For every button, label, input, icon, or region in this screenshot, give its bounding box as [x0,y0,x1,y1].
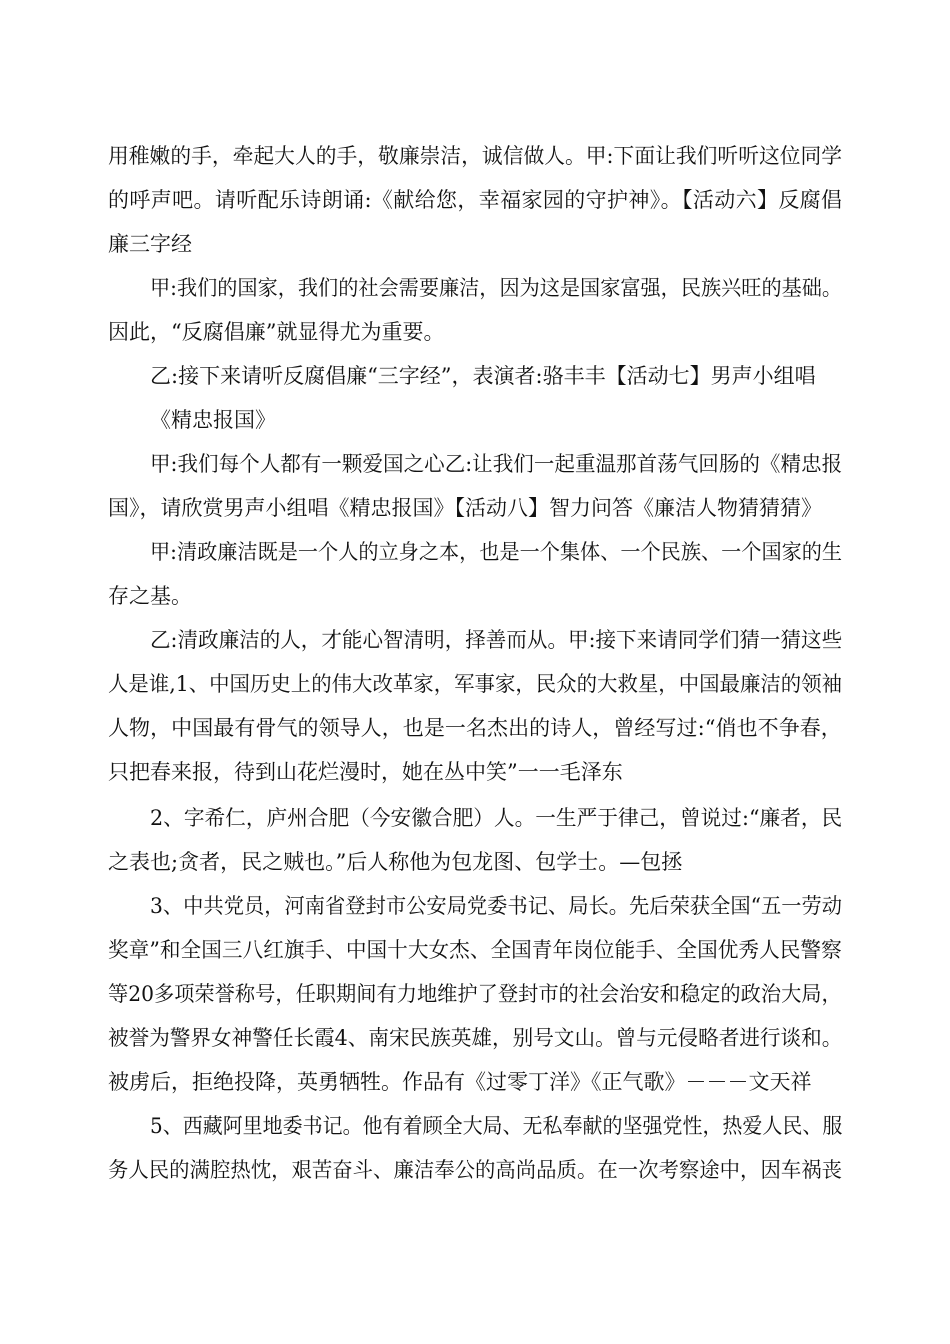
text-line: 被誉为警界女神警任长霞4、南宋民族英雄，别号文山。曾与元侵略者进行谈和。 [108,1026,843,1050]
text-line: 2、字希仁，庐州合肥（今安徽合肥）人。一生严于律己，曾说过:“廉者，民 [150,806,843,830]
text-line: 乙:清政廉洁的人，才能心智清明，择善而从。甲:接下来请同学们猜一猜这些 [150,628,843,652]
text-line: 廉三字经 [108,232,192,256]
text-line: 等20多项荣誉称号，任职期间有力地维护了登封市的社会治安和稳定的政治大局， [108,982,842,1006]
text-line: 3、中共党员，河南省登封市公安局党委书记、局长。先后荣获全国“五一劳动 [150,894,843,918]
text-line: 5、西藏阿里地委书记。他有着顾全大局、无私奉献的坚强党性，热爱人民、服 [150,1114,843,1138]
text-line: 奖章”和全国三八红旗手、中国十大女杰、全国青年岗位能手、全国优秀人民警察 [108,938,842,962]
text-line: 《精忠报国》 [150,408,276,432]
text-line: 甲:我们的国家，我们的社会需要廉洁，因为这是国家富强，民族兴旺的基础。 [150,276,843,300]
text-line: 只把春来报，待到山花烂漫时，她在丛中笑”一一毛泽东 [108,760,623,784]
text-line: 之表也;贪者，民之贼也。”后人称他为包龙图、包学士。—包拯 [108,850,683,874]
text-line: 务人民的满腔热忱，艰苦奋斗、廉洁奉公的高尚品质。在一次考察途中，因车祸丧 [108,1158,843,1182]
text-line: 用稚嫩的手，牵起大人的手，敬廉崇洁，诚信做人。甲:下面让我们听听这位同学 [108,144,843,168]
text-line: 国》，请欣赏男声小组唱《精忠报国》【活动八】智力问答《廉洁人物猜猜猜》 [108,496,822,520]
text-line: 的呼声吧。请听配乐诗朗诵:《献给您，幸福家园的守护神》。【活动六】反腐倡 [108,188,843,212]
text-line: 甲:我们每个人都有一颗爱国之心乙:让我们一起重温那首荡气回肠的《精忠报 [150,452,843,476]
text-line: 乙:接下来请听反腐倡廉“三字经”，表演者:骆丰丰【活动七】男声小组唱 [150,364,816,388]
text-line: 被虏后，拒绝投降，英勇牺牲。作品有《过零丁洋》《正气歌》－－－文天祥 [108,1070,812,1094]
text-line: 存之基。 [108,584,192,608]
text-line: 甲:清政廉洁既是一个人的立身之本，也是一个集体、一个民族、一个国家的生 [150,540,843,564]
text-line: 人是谁,1、中国历史上的伟大改革家，军事家，民众的大救星，中国最廉洁的领袖 [108,672,843,696]
text-line: 人物，中国最有骨气的领导人，也是一名杰出的诗人，曾经写过:“俏也不争春， [108,716,842,740]
text-line: 因此，“反腐倡廉”就显得尤为重要。 [108,320,445,344]
